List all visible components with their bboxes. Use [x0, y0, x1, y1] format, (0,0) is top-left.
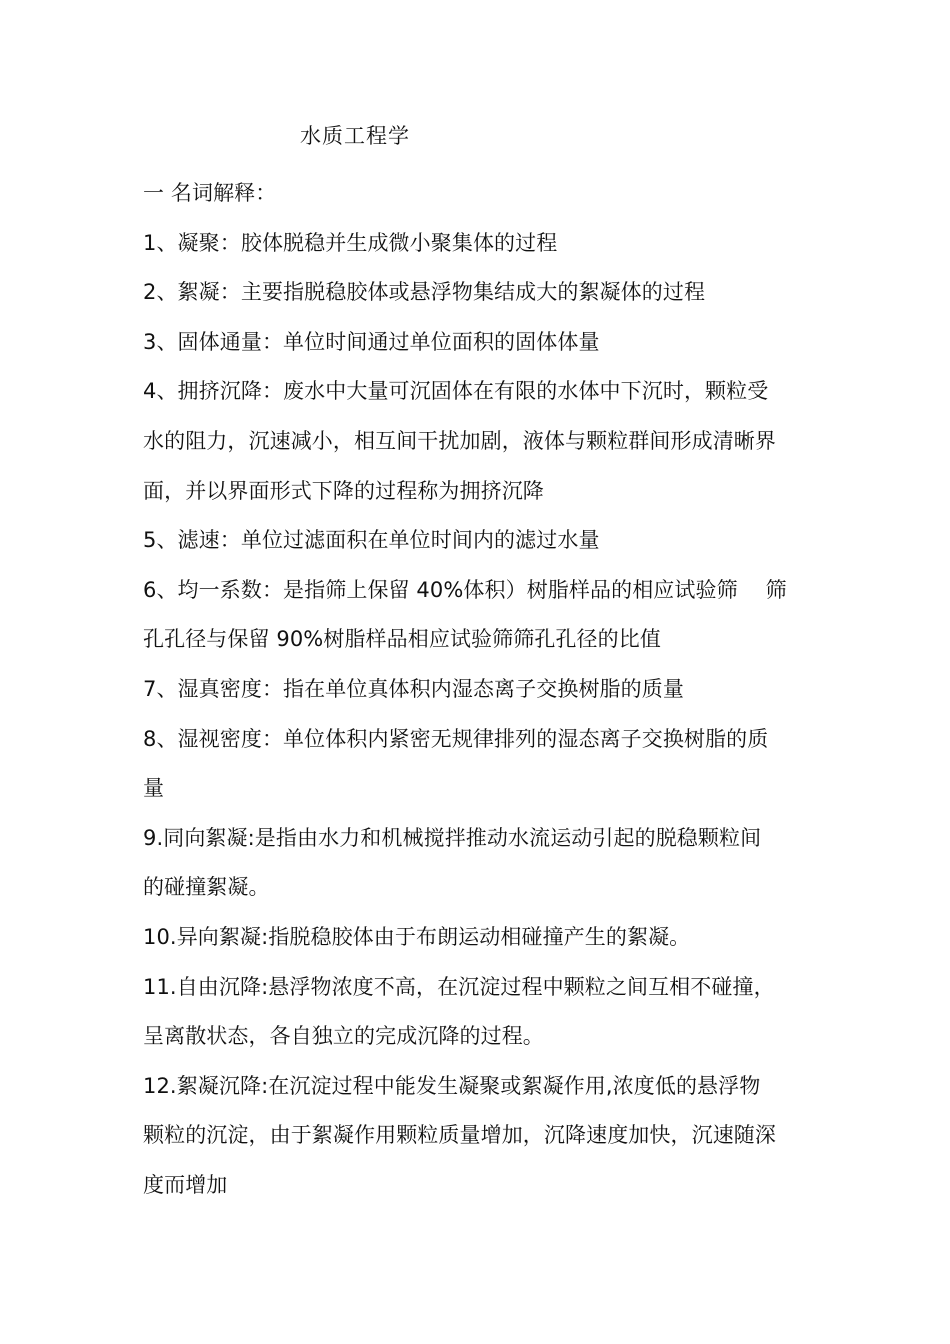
text-line: 孔孔径与保留 90%树脂样品相应试验筛筛孔孔径的比值	[143, 627, 661, 652]
text-line: 面，并以界面形式下降的过程称为拥挤沉降	[143, 478, 544, 503]
text-line: 9.同向絮凝:是指由水力和机械搅拌推动水流运动引起的脱稳颗粒间	[143, 825, 762, 850]
text-line: 6、均一系数：是指筛上保留 40%体积）树脂样品的相应试验筛 筛	[143, 577, 787, 602]
text-line: 水的阻力，沉速减小，相互间干扰加剧，液体与颗粒群间形成清晰界	[143, 428, 776, 453]
text-line: 10.异向絮凝:指脱稳胶体由于布朗运动相碰撞产生的絮凝。	[143, 924, 691, 949]
section-heading: 一 名词解释：	[143, 181, 277, 205]
text-line: 8、湿视密度：单位体积内紧密无规律排列的湿态离子交换树脂的质	[143, 726, 769, 751]
text-line: 颗粒的沉淀，由于絮凝作用颗粒质量增加，沉降速度加快，沉速随深	[143, 1123, 776, 1148]
text-line: 7、湿真密度：指在单位真体积内湿态离子交换树脂的质量	[143, 676, 684, 701]
text-line: 5、滤速：单位过滤面积在单位时间内的滤过水量	[143, 528, 600, 553]
text-line: 呈离散状态，各自独立的完成沉降的过程。	[143, 1024, 544, 1049]
text-line: 2、絮凝：主要指脱稳胶体或悬浮物集结成大的絮凝体的过程	[143, 280, 706, 305]
text-line: 12.絮凝沉降:在沉淀过程中能发生凝聚或絮凝作用,浓度低的悬浮物	[143, 1073, 761, 1098]
text-line: 11.自由沉降:悬浮物浓度不高，在沉淀过程中颗粒之间互相不碰撞，	[143, 974, 775, 999]
text-line: 的碰撞絮凝。	[143, 875, 270, 900]
document-title: 水质工程学	[300, 124, 410, 148]
text-line: 量	[143, 776, 165, 801]
text-line: 度而增加	[143, 1172, 228, 1197]
text-line: 1、凝聚：胶体脱稳并生成微小聚集体的过程	[143, 230, 558, 255]
text-line: 4、拥挤沉降：废水中大量可沉固体在有限的水体中下沉时，颗粒受	[143, 379, 769, 404]
document-body	[143, 169, 813, 1210]
text-line: 3、固体通量：单位时间通过单位面积的固体体量	[143, 329, 600, 354]
